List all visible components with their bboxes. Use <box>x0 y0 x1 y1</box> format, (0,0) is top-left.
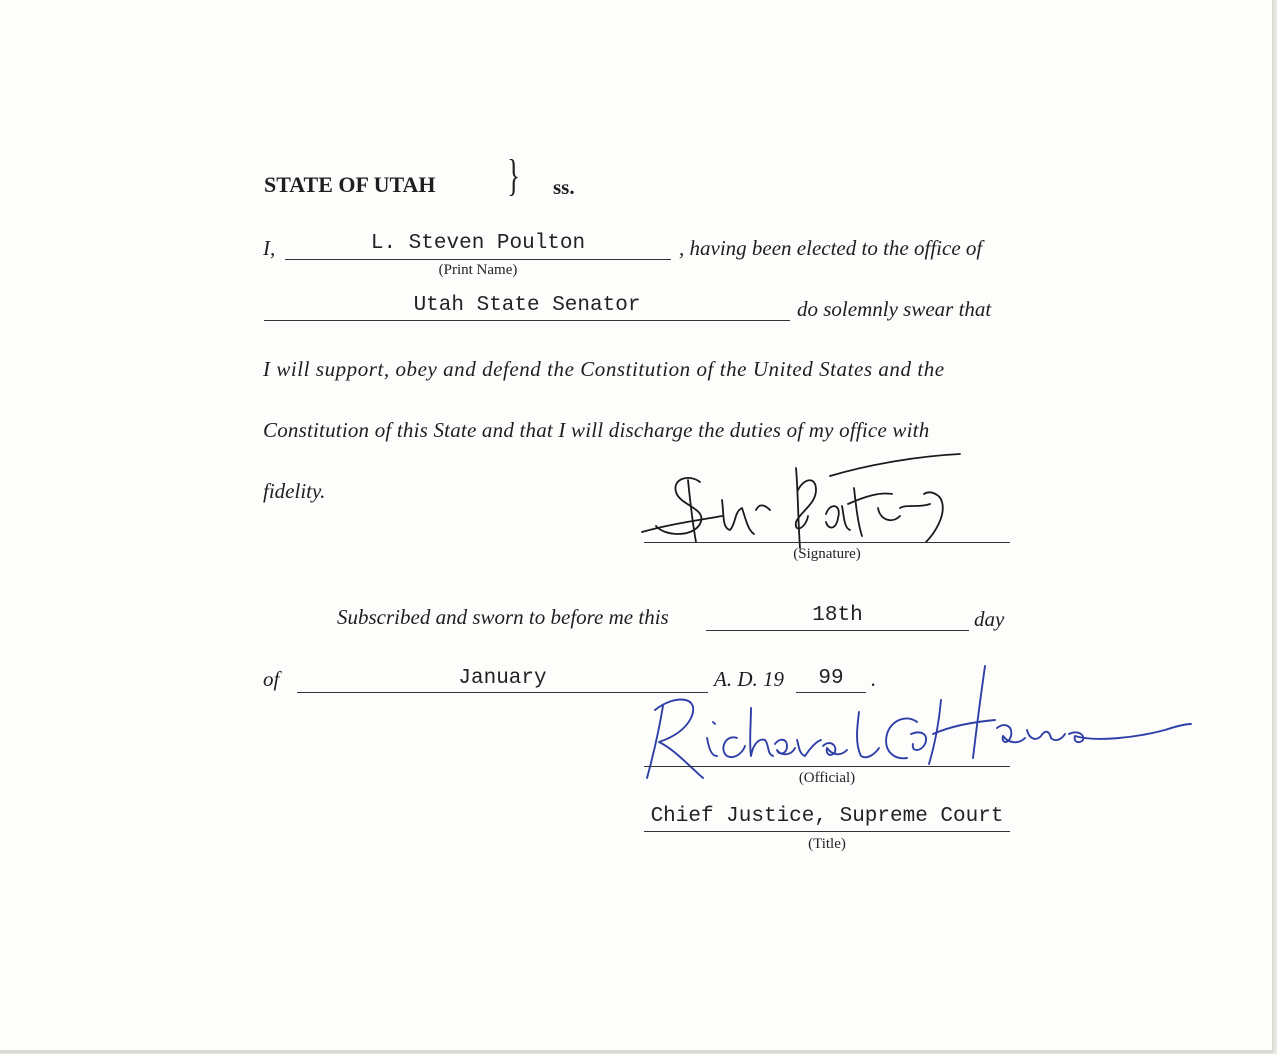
year-field: 99 <box>818 667 844 690</box>
period-mark: . <box>871 667 877 691</box>
print-name-underline <box>285 259 671 260</box>
print-name-caption: (Print Name) <box>438 262 518 278</box>
day-underline <box>706 630 969 631</box>
day-text: day <box>974 607 1005 631</box>
signature-underline <box>644 542 1010 543</box>
of-text: of <box>263 667 280 691</box>
brace-mark: } <box>507 151 520 200</box>
subscribed-text: Subscribed and sworn to before me this <box>337 605 669 629</box>
signature-caption: (Signature) <box>793 546 861 562</box>
office-underline <box>264 320 790 321</box>
oath-body-line-1: I will support, obey and defend the Constitution of the United States and the <box>263 357 945 381</box>
month-field: January <box>458 667 547 690</box>
office-field: Utah State Senator <box>413 294 641 317</box>
title-underline <box>644 831 1010 832</box>
title-field: Chief Justice, Supreme Court <box>650 805 1004 828</box>
ad-text: A. D. 19 <box>714 667 784 691</box>
title-caption: (Title) <box>808 836 846 852</box>
swear-text: do solemnly swear that <box>797 297 992 321</box>
oath-body-line-3: fidelity. <box>263 479 326 503</box>
oath-prefix: I, <box>263 236 276 260</box>
ss-label: ss. <box>553 175 575 199</box>
official-underline <box>644 766 1010 767</box>
oath-body-line-2: Constitution of this State and that I will discharge the duties of my office with <box>263 418 930 442</box>
state-heading: STATE OF UTAH <box>264 172 436 197</box>
print-name-field: L. Steven Poulton <box>370 232 586 255</box>
day-field: 18th <box>812 604 863 627</box>
senator-signature <box>630 450 990 550</box>
elected-text: , having been elected to the office of <box>679 236 983 260</box>
official-caption: (Official) <box>798 770 856 786</box>
